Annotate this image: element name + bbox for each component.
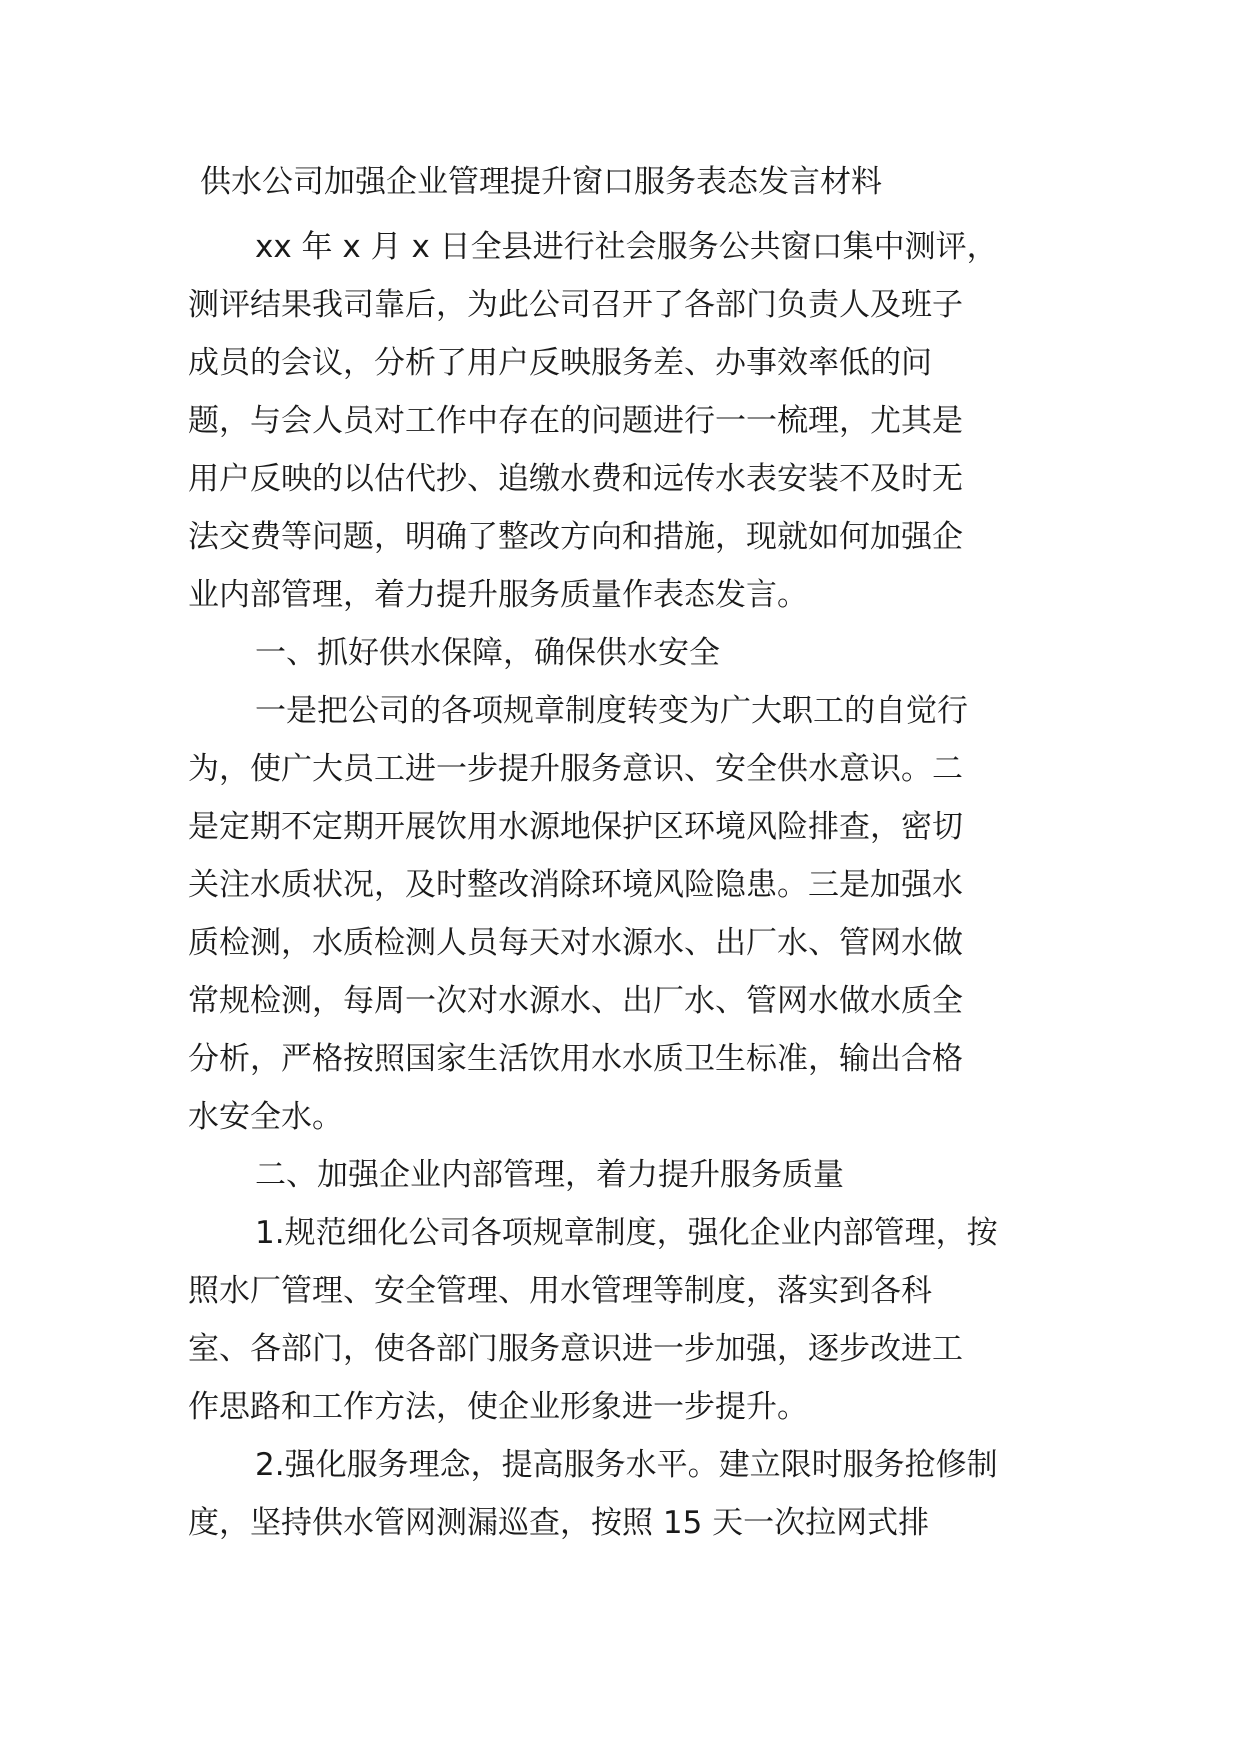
paragraph-line: 业内部管理，着力提升服务质量作表态发言。 bbox=[188, 577, 808, 613]
paragraph-line: 室、各部门，使各部门服务意识进一步加强，逐步改进工 bbox=[188, 1331, 963, 1367]
paragraph-line: 度，坚持供水管网测漏巡查，按照 15 天一次拉网式排 bbox=[188, 1505, 930, 1541]
paragraph-line: 常规检测，每周一次对水源水、出厂水、管网水做水质全 bbox=[188, 983, 963, 1019]
paragraph-line: 题，与会人员对工作中存在的问题进行一一梳理，尤其是 bbox=[188, 403, 963, 439]
paragraph-line: 测评结果我司靠后，为此公司召开了各部门负责人及班子 bbox=[188, 287, 963, 323]
paragraph-line: 质检测，水质检测人员每天对水源水、出厂水、管网水做 bbox=[188, 925, 963, 961]
paragraph-line: 法交费等问题，明确了整改方向和措施，现就如何加强企 bbox=[188, 519, 963, 555]
paragraph-line: 成员的会议，分析了用户反映服务差、办事效率低的问 bbox=[188, 345, 932, 381]
paragraph-line: xx 年 x 月 x 日全县进行社会服务公共窗口集中测评， bbox=[255, 229, 998, 265]
document-body bbox=[188, 218, 1058, 1552]
document-title: 供水公司加强企业管理提升窗口服务表态发言材料 bbox=[200, 164, 882, 200]
paragraph-line: 是定期不定期开展饮用水源地保护区环境风险排查，密切 bbox=[188, 809, 963, 845]
paragraph-line: 照水厂管理、安全管理、用水管理等制度，落实到各科 bbox=[188, 1273, 932, 1309]
paragraph-line: 用户反映的以估代抄、追缴水费和远传水表安装不及时无 bbox=[188, 461, 963, 497]
paragraph-line: 水安全水。 bbox=[188, 1099, 343, 1135]
paragraph-line: 作思路和工作方法，使企业形象进一步提升。 bbox=[188, 1389, 808, 1425]
section-heading: 一、抓好供水保障，确保供水安全 bbox=[255, 635, 720, 671]
paragraph-line: 分析，严格按照国家生活饮用水水质卫生标准，输出合格 bbox=[188, 1041, 963, 1077]
paragraph-line: 为，使广大员工进一步提升服务意识、安全供水意识。二 bbox=[188, 751, 963, 787]
paragraph-line: 2.强化服务理念，提高服务水平。建立限时服务抢修制 bbox=[255, 1447, 998, 1483]
paragraph-line: 一是把公司的各项规章制度转变为广大职工的自觉行 bbox=[255, 693, 968, 729]
paragraph-line: 关注水质状况，及时整改消除环境风险隐患。三是加强水 bbox=[188, 867, 963, 903]
section-heading: 二、加强企业内部管理，着力提升服务质量 bbox=[255, 1157, 844, 1193]
paragraph-line: 1.规范细化公司各项规章制度，强化企业内部管理，按 bbox=[255, 1215, 998, 1251]
